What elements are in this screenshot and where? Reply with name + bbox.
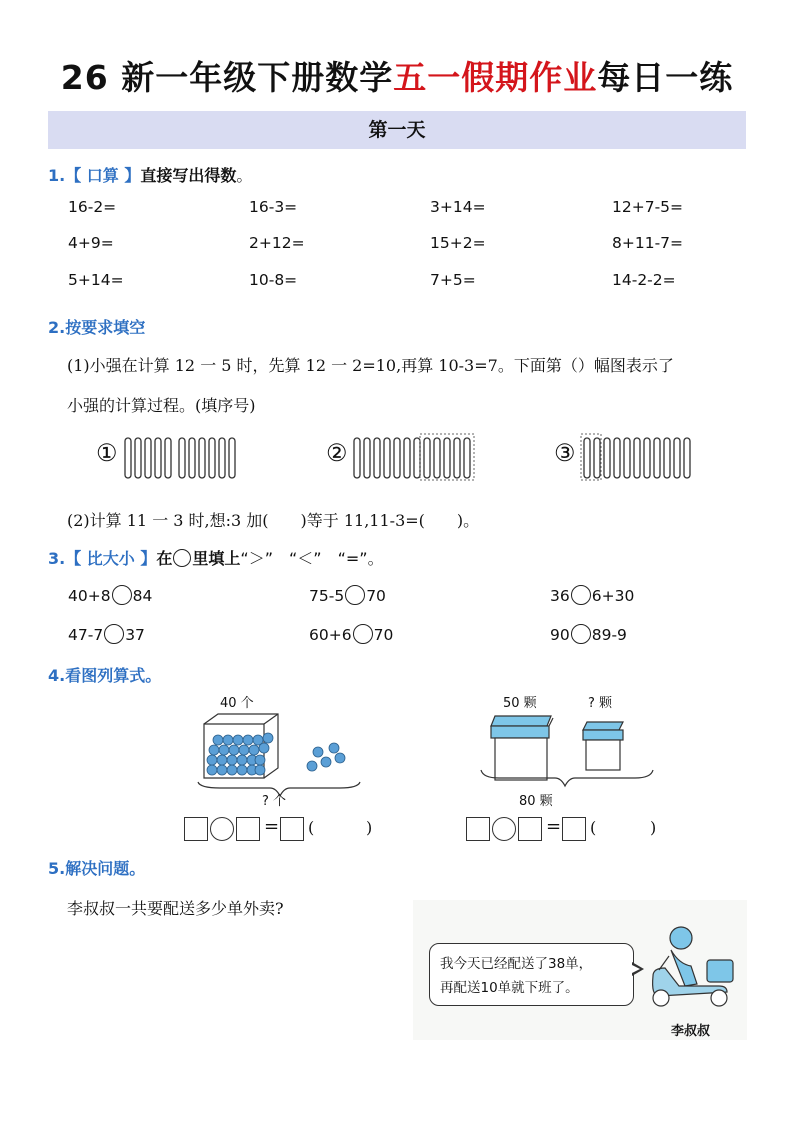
q1-item: 14-2-2= <box>612 271 676 289</box>
q1-item: 5+14= <box>68 271 124 289</box>
q3-right: 37 <box>125 626 145 644</box>
q1-item: 3+14= <box>430 198 486 216</box>
speech-bubble <box>429 943 634 1006</box>
title-prefix: 26 新一年级下册数学 <box>60 58 394 97</box>
q1-heading <box>48 163 252 186</box>
figure-label-2: ② <box>326 439 348 467</box>
compare-circle[interactable] <box>571 585 591 605</box>
figure-label-3: ③ <box>554 439 576 467</box>
q1-item: 7+5= <box>430 271 476 289</box>
figure-label-1: ① <box>96 439 118 467</box>
paren-open: ( <box>590 818 597 837</box>
q3-left: 40+8 <box>68 587 111 605</box>
compare-circle[interactable] <box>104 624 124 644</box>
paren-close: ) <box>366 818 373 837</box>
bubble-line-2: 再配送10单就下班了。 <box>440 980 579 996</box>
q5-question: 李叔叔一共要配送多少单外卖? <box>67 899 284 918</box>
q5-heading <box>48 856 145 879</box>
ball-box-illustration <box>190 710 370 800</box>
operator-circle[interactable] <box>210 817 234 841</box>
answer-box[interactable] <box>184 817 208 841</box>
right-answer-row <box>466 817 658 843</box>
right-label-b: ? 颗 <box>588 696 613 711</box>
q1-number: 1. <box>48 166 66 185</box>
sticks-figure-3 <box>580 432 696 482</box>
left-top-label: 40 个 <box>220 696 254 711</box>
equals-sign: = <box>264 816 280 837</box>
q3-right: 89-9 <box>591 626 627 644</box>
q5-heading-text: 5.解决问题。 <box>48 859 146 878</box>
q3-item <box>309 624 393 644</box>
q3-right: 70 <box>373 626 394 644</box>
answer-box[interactable] <box>562 817 586 841</box>
q2-part1-line2: 小强的计算过程。(填序号) <box>67 396 256 415</box>
q1-item: 12+7-5= <box>612 198 684 216</box>
q1-item: 8+11-7= <box>612 234 684 252</box>
q3-left: 75-5 <box>309 587 345 605</box>
q3-item <box>68 624 145 644</box>
q1-item: 2+12= <box>249 234 305 252</box>
answer-box[interactable] <box>466 817 490 841</box>
q1-item: 16-3= <box>249 198 298 216</box>
q2-part1-line1: (1)小强在计算 12 一 5 时，先算 12 一 2=10,再算 10-3=7。下面第（）幅图表示了 <box>67 356 674 375</box>
q2-heading-text: 2.按要求填空 <box>48 318 146 337</box>
answer-box[interactable] <box>518 817 542 841</box>
q3-left: 47-7 <box>68 626 104 644</box>
q3-left: 36 <box>550 587 570 605</box>
right-label-a: 50 颗 <box>503 696 537 711</box>
q3-instruction-b: 里填上 <box>192 549 241 568</box>
bubble-line-1: 我今天已经配送了38单， <box>440 956 593 972</box>
compare-circle[interactable] <box>353 624 373 644</box>
sticks-figure-2 <box>352 432 478 482</box>
q3-right: 70 <box>366 587 386 605</box>
title-suffix: 每日一练 <box>597 58 734 97</box>
operator-circle[interactable] <box>492 817 516 841</box>
delivery-scene <box>413 900 747 1040</box>
q2-part2: (2)计算 11 一 3 时,想:3 加( )等于 11,11-3=( )。 <box>67 511 480 530</box>
q4-heading-text: 4.看图列算式。 <box>48 666 162 685</box>
q3-item <box>68 585 152 605</box>
paren-open: ( <box>308 818 315 837</box>
q3-item <box>550 624 627 644</box>
paren-close: ) <box>650 818 657 837</box>
equals-sign: = <box>546 816 562 837</box>
q3-end: 。 <box>367 549 384 568</box>
gift-box-illustration <box>475 712 665 807</box>
circle-icon <box>173 549 191 567</box>
person-name: 李叔叔 <box>671 1024 711 1039</box>
q3-right: 84 <box>132 587 153 605</box>
q1-instruction: 直接写出得数 <box>140 166 237 185</box>
q1-item: 4+9= <box>68 234 114 252</box>
q3-item <box>550 585 634 605</box>
scooter-rider-icon <box>639 920 743 1020</box>
q1-tag: 【 口算 】 <box>65 166 141 185</box>
answer-box[interactable] <box>236 817 260 841</box>
q3-heading <box>48 546 384 569</box>
q1-item: 15+2= <box>430 234 486 252</box>
left-bottom-label: ? 个 <box>262 794 287 809</box>
answer-box[interactable] <box>280 817 304 841</box>
q1-end: 。 <box>236 166 253 185</box>
right-bottom-label: 80 颗 <box>519 794 553 809</box>
q3-item <box>309 585 386 605</box>
q3-instruction-a: 在 <box>156 549 173 568</box>
q3-number: 3. <box>48 549 66 568</box>
q2-heading <box>48 315 145 338</box>
q1-item: 16-2= <box>68 198 117 216</box>
q1-item: 10-8= <box>249 271 298 289</box>
q3-left: 90 <box>550 626 570 644</box>
compare-circle[interactable] <box>112 585 132 605</box>
title-highlight: 五一假期作业 <box>393 58 598 97</box>
left-answer-row <box>184 817 374 843</box>
compare-circle[interactable] <box>345 585 365 605</box>
page-title <box>0 52 794 99</box>
q4-heading <box>48 663 161 686</box>
sticks-figure-1 <box>123 432 243 482</box>
day-banner: 第一天 <box>48 111 746 149</box>
compare-circle[interactable] <box>571 624 591 644</box>
q3-tag: 【 比大小 】 <box>65 549 157 568</box>
q3-right: 6+30 <box>591 587 635 605</box>
q3-left: 60+6 <box>309 626 352 644</box>
q3-symbols: “＞” “＜” “=” <box>240 549 368 568</box>
